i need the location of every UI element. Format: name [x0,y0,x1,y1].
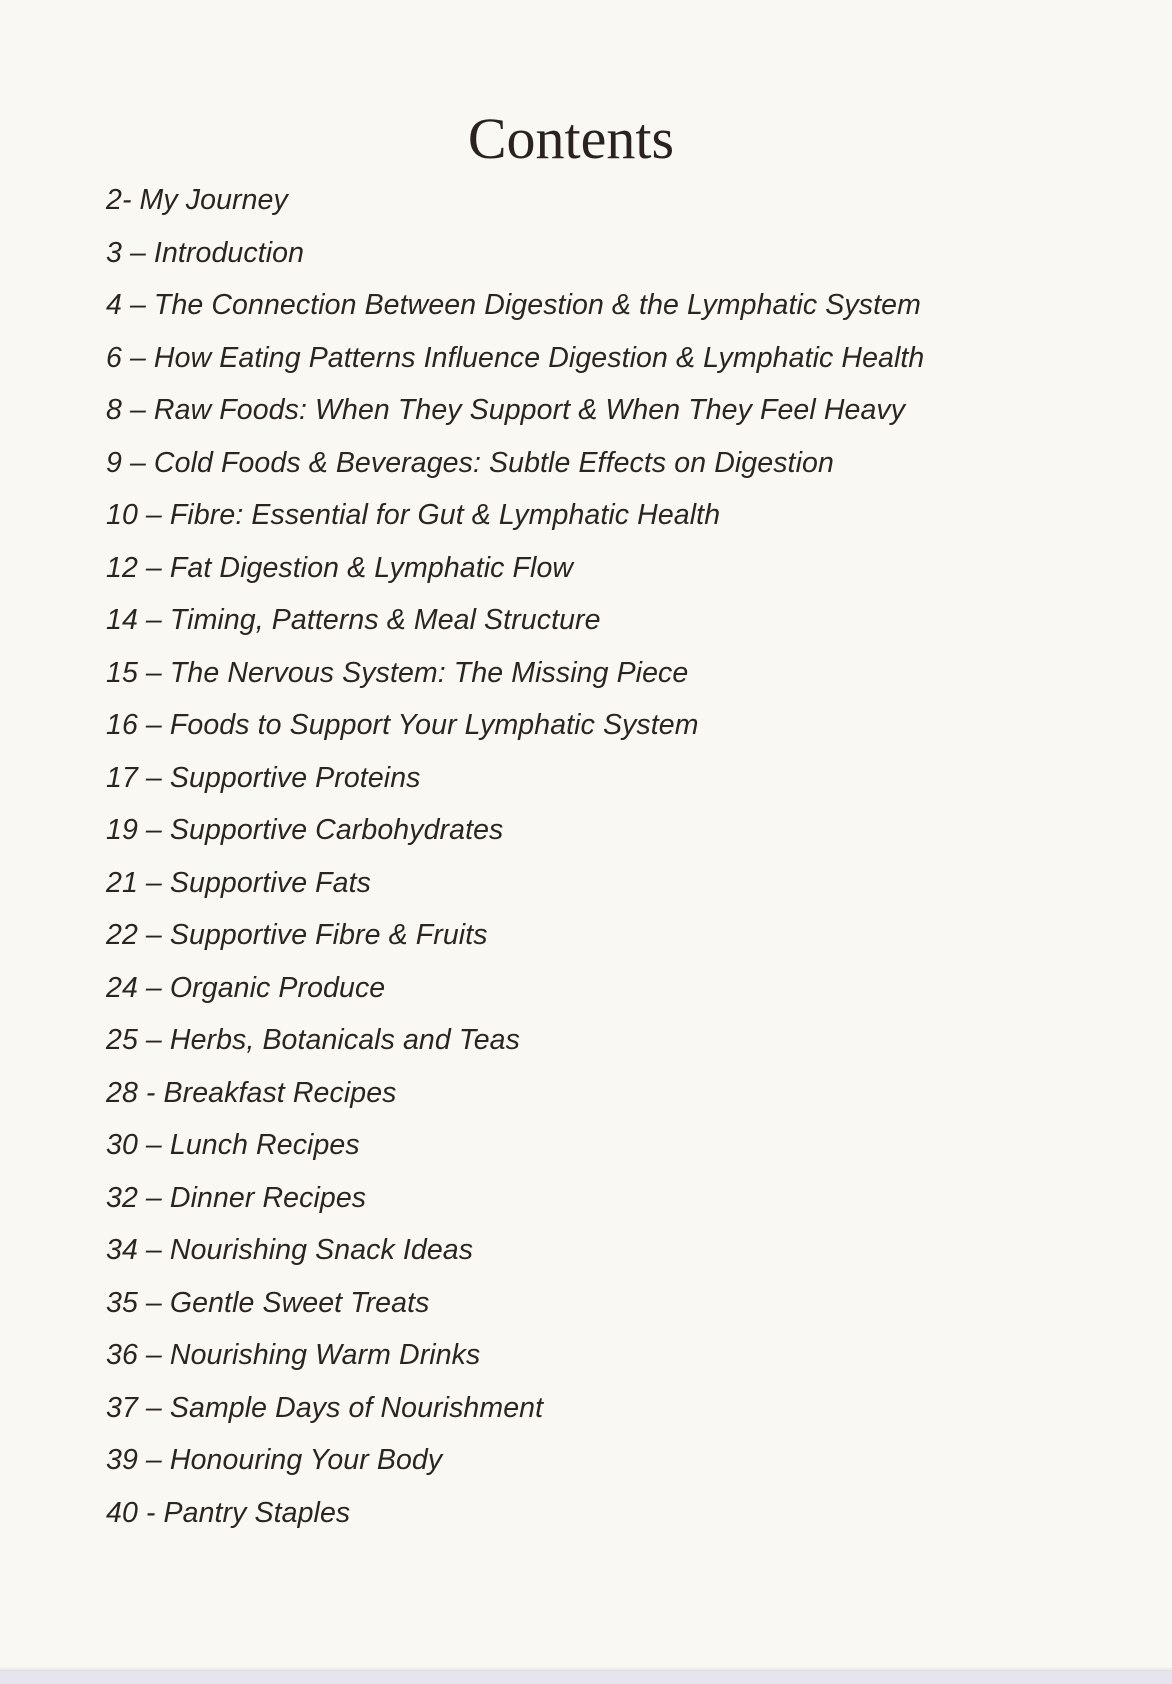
toc-entry: 3 – Introduction [106,236,305,269]
toc-entry: 21 – Supportive Fats [106,866,371,899]
toc-entry: 34 – Nourishing Snack Ideas [106,1234,474,1266]
toc-entry: 24 – Organic Produce [106,971,386,1004]
toc-entry: 12 – Fat Digestion & Lymphatic Flow [106,551,574,584]
toc-entry: 8 – Raw Foods: When They Support & When They Feel Heavy [106,394,906,426]
toc-entry: 14 – Timing, Patterns & Meal Structure [106,604,601,636]
toc-entry: 9 – Cold Foods & Beverages: Subtle Effects on Digestion [106,446,834,479]
toc-entry: 35 – Gentle Sweet Treats [106,1286,430,1319]
toc-entry: 37 – Sample Days of Nourishment [106,1391,544,1424]
toc-entry: 15 – The Nervous System: The Missing Piece [106,656,689,689]
toc-entry: 17 – Supportive Proteins [106,761,421,794]
toc-entry: 4 – The Connection Between Digestion & the Lymphatic System [106,289,921,321]
bottom-strip [0,1671,1172,1684]
toc-entry: 16 – Foods to Support Your Lymphatic System [106,709,699,741]
toc-entry: 39 – Honouring Your Body [106,1444,443,1476]
toc-entry: 32 – Dinner Recipes [106,1181,367,1214]
toc-entry: 36 – Nourishing Warm Drinks [106,1339,481,1371]
toc-entry: 10 – Fibre: Essential for Gut & Lymphatic Health [106,499,721,531]
toc-entry: 2- My Journey [106,184,288,216]
toc-entry: 25 – Herbs, Botanicals and Teas [106,1024,520,1056]
toc-entry: 6 – How Eating Patterns Influence Digestion & Lymphatic Health [106,341,925,374]
toc-entry: 40 - Pantry Staples [106,1496,351,1529]
page-title: Contents [467,106,675,171]
toc-entry: 30 – Lunch Recipes [106,1129,360,1161]
toc-entry: 19 – Supportive Carbohydrates [106,814,504,846]
toc-entry: 22 – Supportive Fibre & Fruits [106,919,488,951]
table-of-contents [106,174,924,1539]
toc-entry: 28 - Breakfast Recipes [106,1076,397,1109]
